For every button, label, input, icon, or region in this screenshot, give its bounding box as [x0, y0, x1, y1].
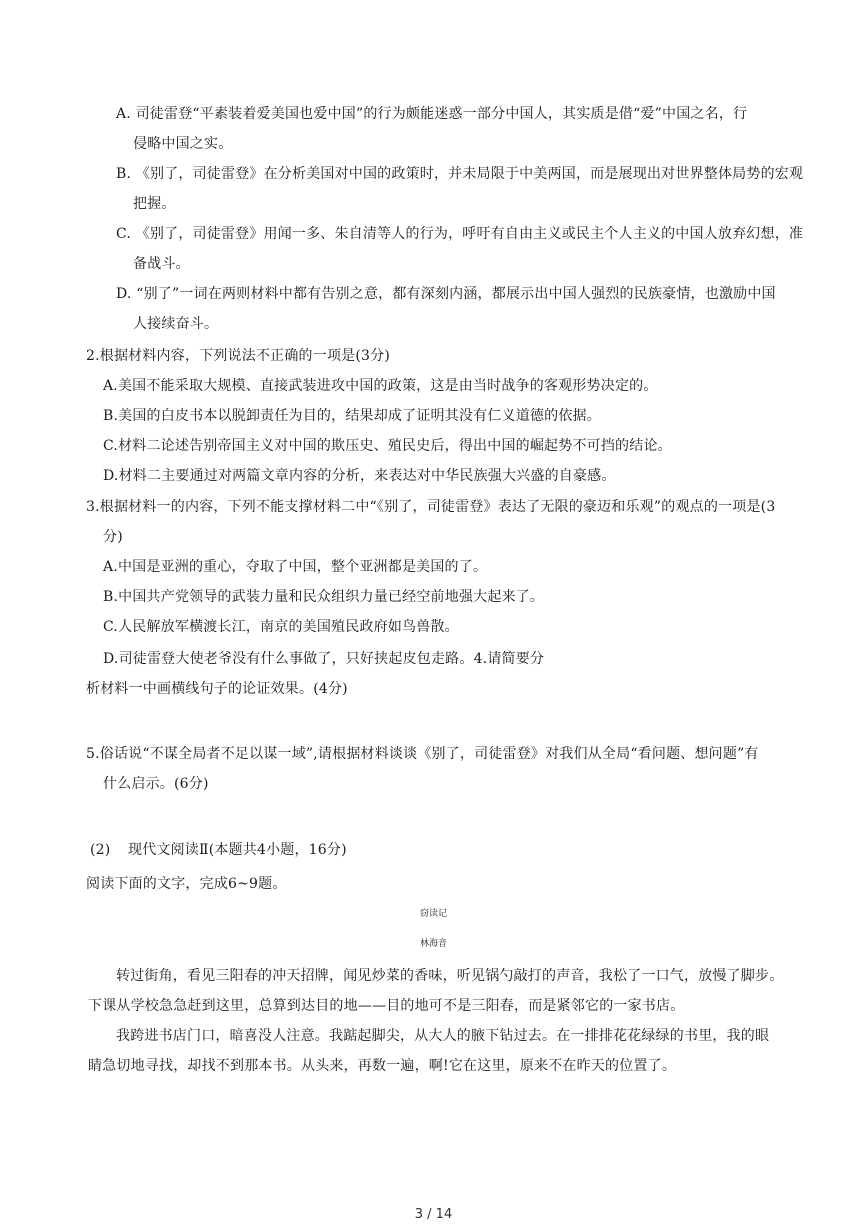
q2-stem: 2.根据材料内容，下列说法不正确的一项是(3分) — [86, 348, 390, 364]
q2-option-a: A.美国不能采取大规模、直接武装进攻中国的政策，这是由当时战争的客观形势决定的。 — [103, 378, 658, 394]
passage-paragraph-1-line1: 转过街角，看见三阳春的冲天招牌，闻见炒菜的香味，听见锅勺敲打的声音，我松了一口气，放慢了脚步。 — [116, 968, 784, 984]
q1-option-d-line2: 人接续奋斗。 — [133, 316, 219, 332]
passage-title: 窃读记 — [419, 909, 447, 919]
q3-option-b: B.中国共产党领导的武装力量和民众组织力量已经空前地强大起来了。 — [103, 589, 545, 605]
q3-option-c: C.人民解放军横渡长江，南京的美国殖民政府如鸟兽散。 — [103, 619, 459, 635]
q1-option-b-line2: 把握。 — [133, 196, 176, 212]
q1-option-c-line2: 备战斗。 — [133, 256, 190, 272]
q5-line1: 5.俗话说“不谋全局者不足以谋一域”,请根据材料谈谈《别了，司徒雷登》对我们从全局“看问题、想问题”有 — [86, 746, 759, 762]
q3-option-d: D.司徒雷登大使老爷没有什么事做了，只好挟起皮包走路。4.请简要分 — [103, 651, 545, 667]
q1-option-a-line1: A. 司徒雷登“平素装着爱美国也爱中国”的行为颇能迷惑一部分中国人，其实质是借“爱”中国之名，行 — [116, 106, 748, 122]
section-2-title: 现代文阅读Ⅱ(本题共4小题，16分) — [128, 842, 347, 858]
q1-option-c-line1: C. 《别了，司徒雷登》用闻一多、朱自清等人的行为，呼吁有自由主义或民主个人主义的中国人放弃幻想，准 — [116, 226, 804, 242]
page-number: 3 / 14 — [414, 1207, 453, 1222]
passage-author: 林海音 — [419, 939, 447, 949]
section-2-number: (2) — [90, 842, 111, 858]
passage-paragraph-2-line1: 我跨进书店门口，暗喜没人注意。我踮起脚尖，从大人的腋下钻过去。在一排排花花绿绿的书里，我的眼 — [116, 1028, 770, 1044]
q3-stem-line2: 分) — [103, 529, 123, 545]
q5-line2: 什么启示。(6分) — [103, 776, 209, 792]
q4-line2: 析材料一中画横线句子的论证效果。(4分) — [86, 681, 348, 697]
q1-option-d-line1: D. “别了”一词在两则材料中都有告别之意，都有深刻内涵，都展示出中国人强烈的民族豪情，也激励中国 — [116, 286, 776, 302]
q3-stem-line1: 3.根据材料一的内容，下列不能支撑材料二中“《别了，司徒雷登》表达了无限的豪迈和乐观”的观点的一项是(3 — [86, 499, 776, 515]
q2-option-c: C.材料二论述告别帝国主义对中国的欺压史、殖民史后，得出中国的崛起势不可挡的结论。 — [103, 438, 672, 454]
q3-option-a: A.中国是亚洲的重心，夺取了中国，整个亚洲都是美国的了。 — [103, 559, 488, 575]
passage-paragraph-1-line2: 下课从学校急急赶到这里，总算到达目的地——目的地可不是三阳春，而是紧邻它的一家书店。 — [88, 998, 685, 1014]
section-2-instruction: 阅读下面的文字，完成6~9题。 — [86, 876, 287, 892]
passage-paragraph-2-line2: 睛急切地寻找，却找不到那本书。从头来，再数一遍，啊!它在这里，原来不在昨天的位置了。 — [88, 1058, 677, 1074]
q2-option-d: D.材料二主要通过对两篇文章内容的分析，来表达对中华民族强大兴盛的自豪感。 — [103, 468, 616, 484]
q2-option-b: B.美国的白皮书本以脱卸责任为目的，结果却成了证明其没有仁义道德的依据。 — [103, 408, 601, 424]
q1-option-a-line2: 侵略中国之实。 — [133, 136, 233, 152]
q1-option-b-line1: B. 《别了，司徒雷登》在分析美国对中国的政策时，并未局限于中美两国，而是展现出对世界整体局势的宏观 — [116, 166, 804, 182]
